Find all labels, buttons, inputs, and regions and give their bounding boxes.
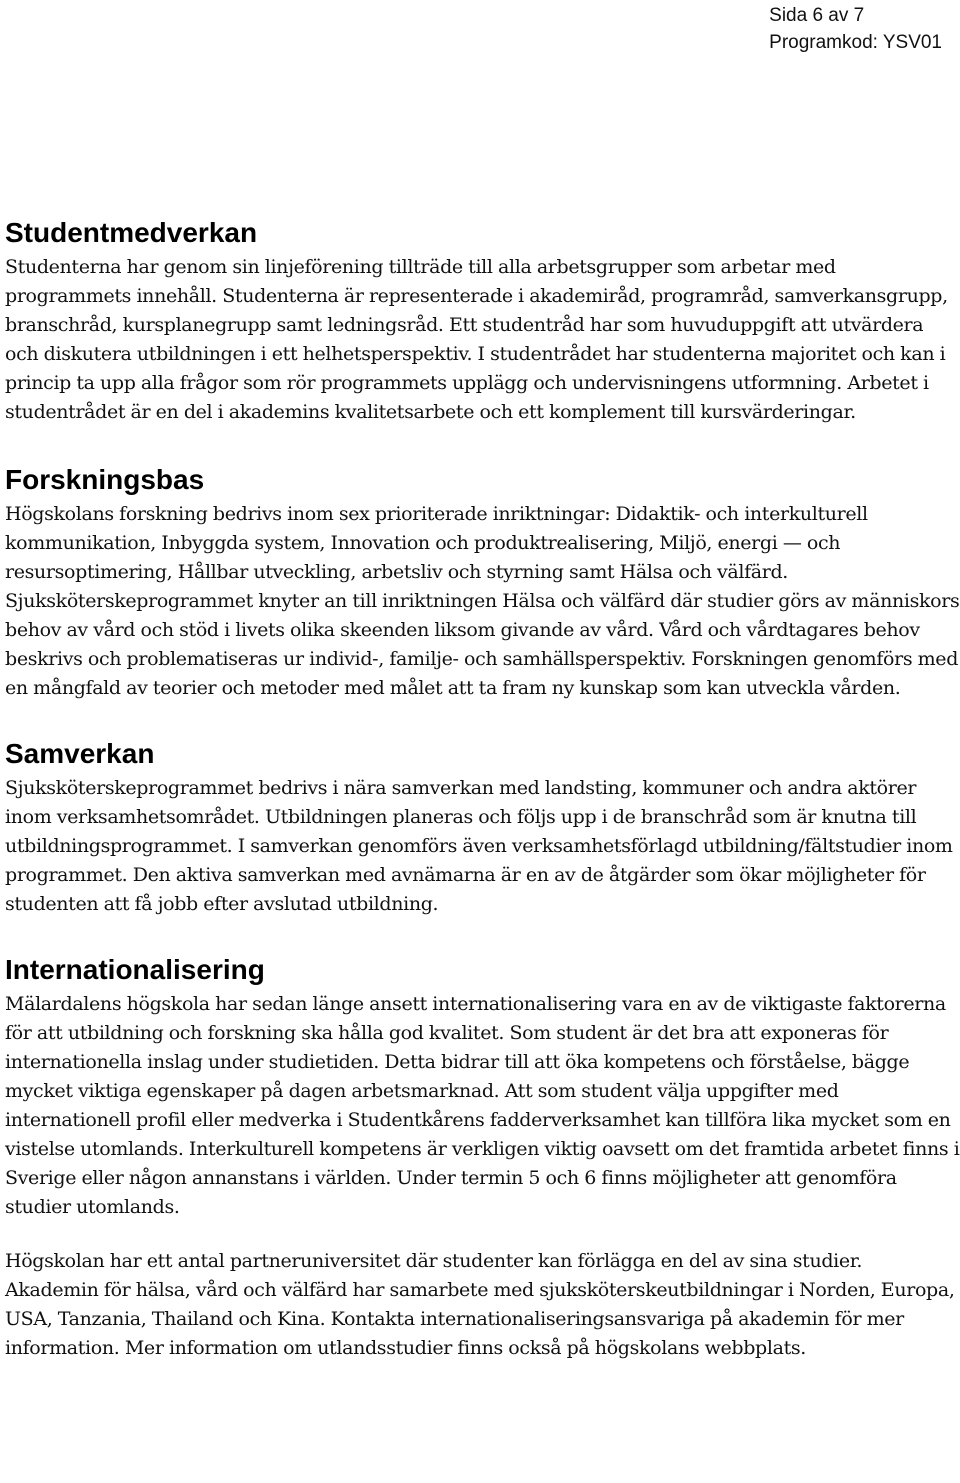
page-number: Sida 6 av 7 (769, 5, 865, 26)
section-title: Studentmedverkan (5, 217, 258, 248)
section-title: Internationalisering (5, 954, 265, 985)
section-paragraph: Högskolan har ett antal partneruniversitet där studenter kan förlägga en del av sina studier. Akademin för hälsa, vård och välfärd har samarbete med sjuksköterskeutbildningar i Norden, Europa, USA, Tanzania, Thailand och Kina. Kontakta internationaliseringsansvariga på akademin för mer information. Mer information om utlandsstudier finns också på högskolans webbplats. (5, 1250, 955, 1359)
document-body (5, 216, 960, 1397)
section-paragraph: Mälardalens högskola har sedan länge ansett internationalisering vara en av de viktigaste faktorerna för att utbildning och forskning ska hålla god kvalitet. Som student är det bra att exponeras för internationella inslag under studietiden. Detta bidrar till att öka kompetens och förståelse, bägge mycket viktiga egenskaper på dagen arbetsmarknad. Att som student välja uppgifter med internationell profil eller medverka i Studentkårens fadderverksamhet kan tillföra lika mycket som en vistelse utomlands. Interkulturell kompetens är verkligen viktig oavsett om det framtida arbetet finns i Sverige eller någon annanstans i världen. Under termin 5 och 6 finns möjligheter att genomföra studier utomlands. (5, 993, 960, 1218)
section-internationalisering (5, 953, 960, 1363)
section-studentmedverkan (5, 216, 960, 427)
section-paragraph: Studenterna har genom sin linjeförening tillträde till alla arbetsgrupper som arbetar med programmets innehåll. Studenterna är representerade i akademiråd, programråd, samverkansgrupp, branschråd, kursplanegrupp samt ledningsråd. Ett studentråd har som huvuduppgift att utvärdera och diskutera utbildningen i ett helhetsperspektiv. I studentrådet har studenterna majoritet och kan i princip ta upp alla frågor som rör programmets upplägg och undervisningens utformning. Arbetet i studentrådet är en del i akademins kvalitetsarbete och ett komplement till kursvärderingar. (5, 256, 948, 423)
page-header (769, 2, 942, 56)
section-title: Forskningsbas (5, 464, 205, 495)
section-title: Samverkan (5, 738, 155, 769)
program-code: Programkod: YSV01 (769, 32, 942, 53)
section-forskningsbas (5, 463, 960, 703)
section-paragraph: Sjuksköterskeprogrammet bedrivs i nära samverkan med landsting, kommuner och andra aktörer inom verksamhetsområdet. Utbildningen planeras och följs upp i de branschråd som är knutna till utbildningsprogrammet. I samverkan genomförs även verksamhetsförlagd utbildning/fältstudier inom programmet. Den aktiva samverkan med avnämarna är en av de åtgärder som ökar möjligheter för studenten att få jobb efter avslutad utbildning. (5, 777, 953, 915)
paragraph-spacer (5, 1222, 960, 1247)
section-paragraph: Högskolans forskning bedrivs inom sex prioriterade inriktningar: Didaktik- och interkulturell kommunikation, Inbyggda system, Innovation och produktrealisering, Miljö, energi — och resursoptimering, Hållbar utveckling, arbetsliv och styrning samt Hälsa och välfärd. Sjuksköterskeprogrammet knyter an till inriktningen Hälsa och välfärd där studier görs av människors behov av vård och stöd i livets olika skeenden liksom givande av vård. Vård och vårdtagares behov beskrivs och problematiseras ur individ-, familje- och samhällsperspektiv. Forskningen genomförs med en mångfald av teorier och metoder med målet att ta fram ny kunskap som kan utveckla vården. (5, 503, 960, 699)
section-samverkan (5, 737, 960, 919)
